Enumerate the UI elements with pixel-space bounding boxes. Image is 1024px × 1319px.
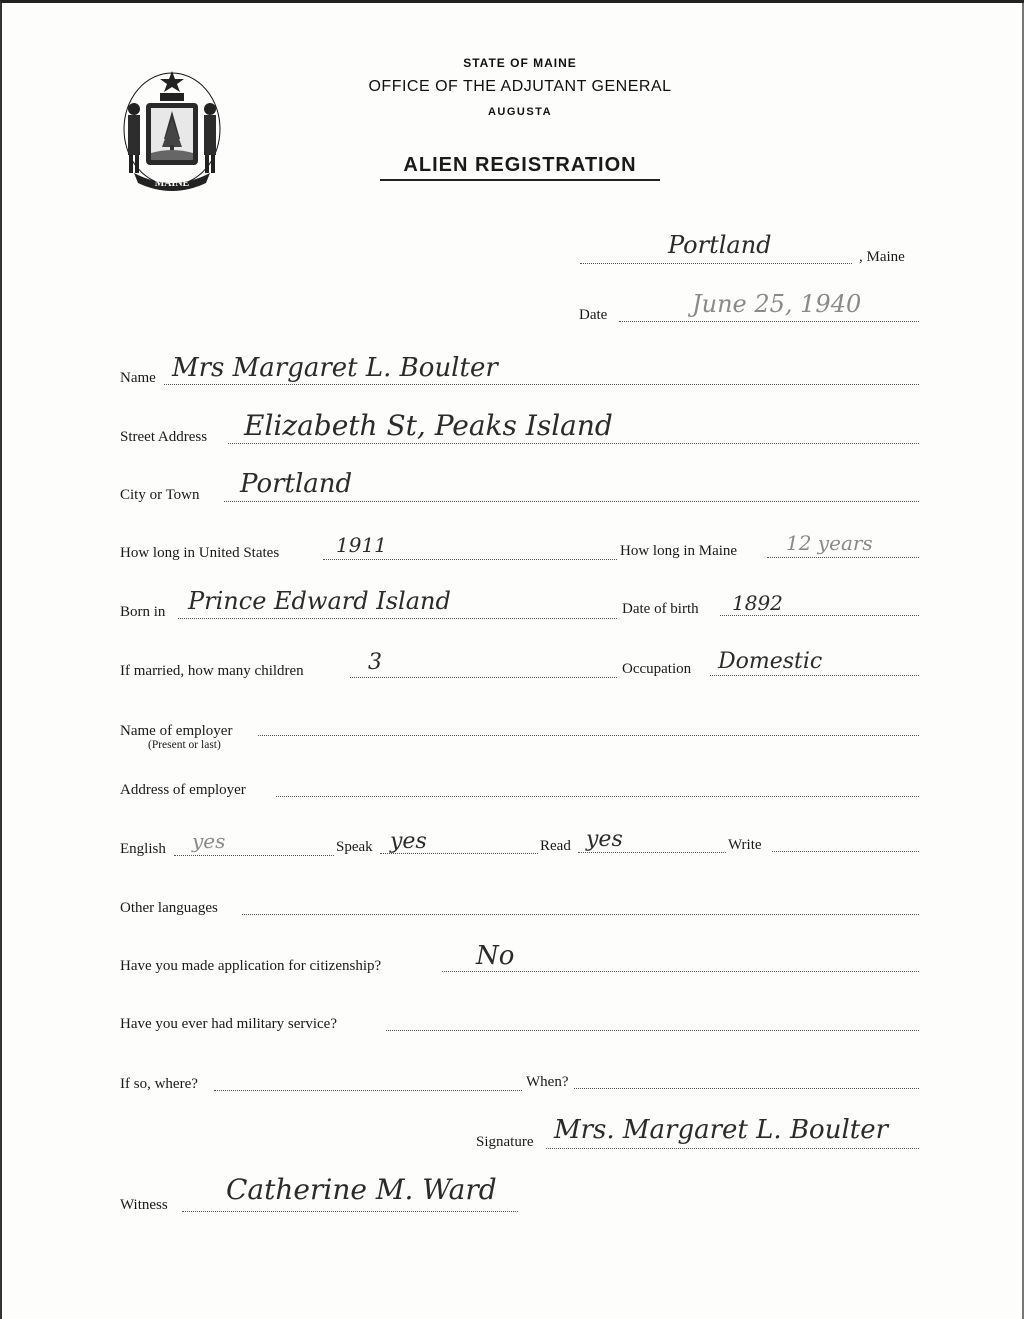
read-value[interactable]: yes bbox=[586, 827, 623, 852]
name-label: Name bbox=[120, 370, 156, 386]
born-in-label: Born in bbox=[120, 604, 166, 620]
speak-value[interactable]: yes bbox=[390, 829, 427, 854]
citizenship-line bbox=[442, 971, 919, 972]
witness-label: Witness bbox=[120, 1197, 168, 1213]
date-of-birth-label: Date of birth bbox=[622, 601, 699, 617]
how-long-maine-line bbox=[767, 557, 919, 558]
date-value[interactable]: June 25, 1940 bbox=[692, 290, 862, 318]
city-line bbox=[224, 501, 919, 502]
employer-line bbox=[258, 735, 919, 736]
how-long-maine-label: How long in Maine bbox=[620, 543, 738, 559]
employer-note: (Present or last) bbox=[148, 739, 221, 751]
when-line bbox=[574, 1088, 919, 1089]
english-line bbox=[174, 855, 334, 856]
street-value[interactable]: Elizabeth St, Peaks Island bbox=[244, 409, 613, 442]
signature-label: Signature bbox=[476, 1134, 534, 1150]
place-line bbox=[580, 263, 852, 264]
employer-address-line bbox=[276, 796, 919, 797]
header-office: OFFICE OF THE ADJUTANT GENERAL bbox=[368, 78, 672, 95]
employer-address-label: Address of employer bbox=[120, 782, 246, 798]
english-value[interactable]: yes bbox=[192, 829, 226, 853]
employer-label: Name of employer bbox=[120, 723, 233, 739]
military-line bbox=[386, 1030, 919, 1031]
write-line bbox=[772, 851, 919, 852]
street-line bbox=[228, 443, 919, 444]
city-value[interactable]: Portland bbox=[240, 469, 353, 499]
street-label: Street Address bbox=[120, 429, 208, 445]
signature-line bbox=[546, 1148, 919, 1149]
children-label: If married, how many children bbox=[120, 663, 304, 679]
born-in-value[interactable]: Prince Edward Island bbox=[188, 587, 451, 615]
other-languages-label: Other languages bbox=[120, 900, 218, 916]
place-value[interactable]: Portland bbox=[668, 231, 772, 259]
form-title: ALIEN REGISTRATION bbox=[380, 154, 660, 181]
date-of-birth-line bbox=[720, 615, 919, 616]
write-label: Write bbox=[728, 837, 762, 853]
military-label: Have you ever had military service? bbox=[120, 1016, 337, 1032]
witness-line bbox=[182, 1211, 518, 1212]
date-of-birth-value[interactable]: 1892 bbox=[732, 591, 783, 615]
occupation-value[interactable]: Domestic bbox=[718, 649, 823, 674]
when-label: When? bbox=[526, 1074, 569, 1090]
name-value[interactable]: Mrs Margaret L. Boulter bbox=[172, 353, 498, 383]
seal-text: MAINE bbox=[154, 178, 190, 189]
maine-seal-icon bbox=[120, 69, 224, 195]
english-label: English bbox=[120, 841, 166, 857]
city-label: City or Town bbox=[120, 487, 200, 503]
how-long-us-value[interactable]: 1911 bbox=[336, 533, 387, 557]
where-line bbox=[214, 1090, 522, 1091]
speak-label: Speak bbox=[336, 839, 373, 855]
place-suffix: , Maine bbox=[859, 249, 905, 265]
name-line bbox=[164, 384, 919, 385]
where-label: If so, where? bbox=[120, 1076, 198, 1092]
occupation-line bbox=[710, 675, 919, 676]
children-value[interactable]: 3 bbox=[368, 650, 382, 675]
witness-value[interactable]: Catherine M. Ward bbox=[226, 1173, 497, 1206]
children-line bbox=[350, 677, 617, 678]
date-line bbox=[619, 321, 919, 322]
how-long-us-label: How long in United States bbox=[120, 545, 280, 561]
read-label: Read bbox=[540, 838, 571, 854]
header-city: AUGUSTA bbox=[487, 106, 553, 118]
citizenship-label: Have you made application for citizenship? bbox=[120, 958, 382, 974]
occupation-label: Occupation bbox=[622, 661, 692, 677]
other-languages-line bbox=[242, 914, 919, 915]
read-line bbox=[578, 852, 726, 853]
header-state: STATE OF MAINE bbox=[463, 56, 577, 70]
date-label: Date bbox=[579, 307, 608, 323]
signature-value[interactable]: Mrs. Margaret L. Boulter bbox=[554, 1115, 889, 1145]
born-in-line bbox=[178, 618, 617, 619]
how-long-maine-value[interactable]: 12 years bbox=[786, 531, 873, 555]
citizenship-value[interactable]: No bbox=[476, 941, 515, 971]
how-long-us-line bbox=[323, 559, 617, 560]
